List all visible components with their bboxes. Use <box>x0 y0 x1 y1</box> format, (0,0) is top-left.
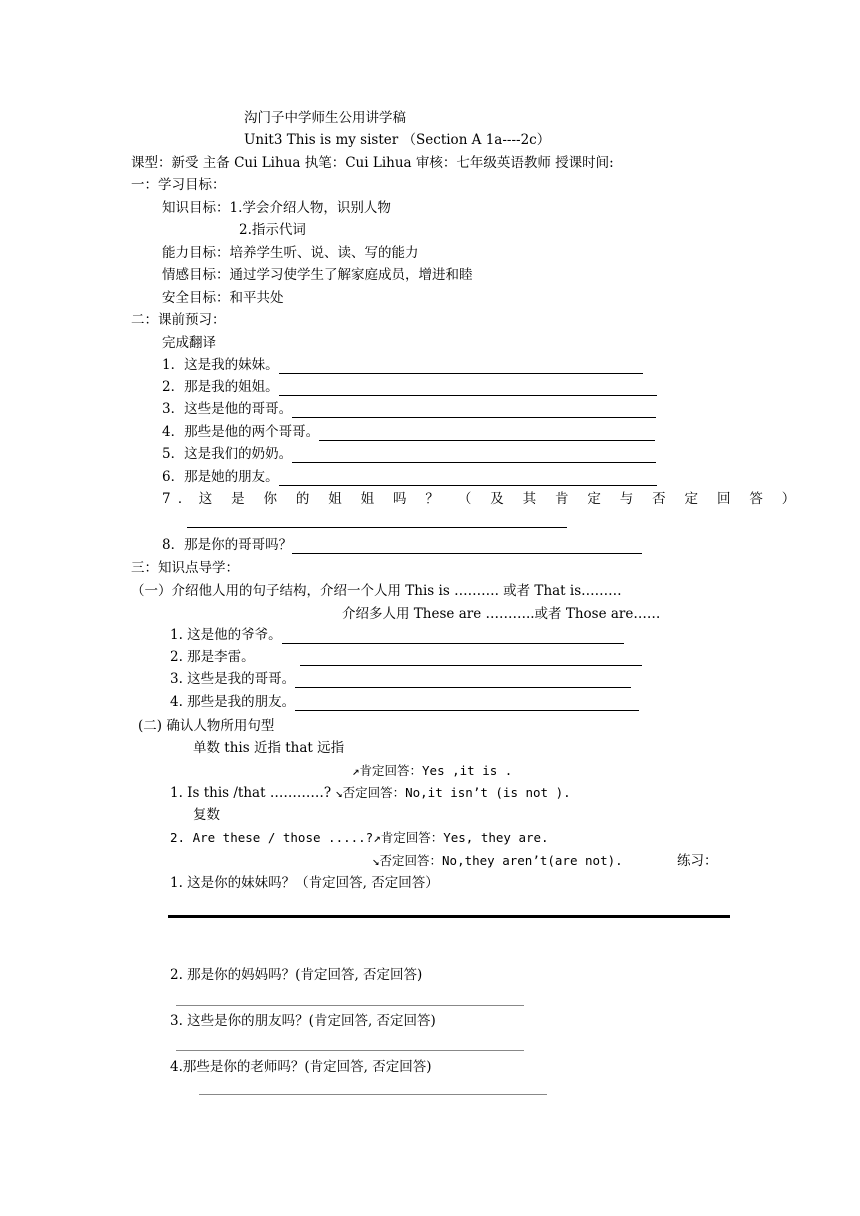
part2-title: (二) 确认人物所用句型 <box>138 718 275 734</box>
answer-blank[interactable] <box>187 527 567 528</box>
answer-blank[interactable] <box>292 403 656 418</box>
preview-item: 5．这是我们的奶奶。 <box>162 445 656 463</box>
q2-question: 2. Are these / those .....?↗肯定回答：Yes, they are. <box>170 830 549 845</box>
singular-note: 单数 this 近指 that 远指 <box>193 740 345 756</box>
answer-blank[interactable] <box>292 448 656 463</box>
objectives-heading: 一：学习目标： <box>131 177 226 193</box>
plural-note: 复数 <box>193 807 220 823</box>
exercise-item: 2. 那是你的妈妈吗？(肯定回答, 否定回答) <box>170 967 423 983</box>
guide-heading: 三：知识点导学： <box>131 560 239 576</box>
safety-objective: 安全目标：和平共处 <box>162 290 284 306</box>
knowledge-objective-2: 2.指示代词 <box>239 222 306 238</box>
preview-item: 1．这是我的妹妹。 <box>162 356 643 374</box>
lesson-meta: 课型：新受 主备 Cui Lihua 执笔：Cui Lihua 审核：七年级英语教师 授课时间: <box>131 155 614 171</box>
answer-line[interactable] <box>176 1005 524 1006</box>
answer-blank[interactable] <box>300 651 642 666</box>
answer-blank[interactable] <box>279 471 657 486</box>
preview-heading: 二：课前预习： <box>131 312 226 328</box>
part1-item: 4. 那些是我的朋友。 <box>170 693 639 711</box>
knowledge-objective-1: 知识目标：1.学会介绍人物，识别人物 <box>162 200 391 216</box>
part1-item: 3. 这些是我的哥哥。 <box>170 670 631 688</box>
part1-title: （一）介绍他人用的句子结构，介绍一个人用 This is ………. 或者 That is……… <box>131 583 622 599</box>
preview-item: 2．那是我的姐姐。 <box>162 378 657 396</box>
practice-label: 练习： <box>677 853 718 869</box>
exercise-item: 1. 这是你的妹妹吗？（肯定回答, 否定回答） <box>170 875 439 891</box>
preview-item: 4．那些是他的两个哥哥。 <box>162 423 655 441</box>
preview-item: 8．那是你的哥哥吗？ <box>162 536 642 554</box>
answer-blank[interactable] <box>279 381 657 396</box>
q2-negative: ↘否定回答：No,they aren’t(are not). <box>372 853 623 868</box>
answer-line[interactable] <box>168 915 730 918</box>
q1-affirmative: ↗肯定回答：Yes ,it is . <box>352 763 513 778</box>
preview-task: 完成翻译 <box>162 335 216 351</box>
part1-item: 1. 这是他的爷爷。 <box>170 626 624 644</box>
answer-blank[interactable] <box>319 426 655 441</box>
preview-item: 6．那是她的朋友。 <box>162 468 657 486</box>
answer-line[interactable] <box>176 1050 524 1051</box>
ability-objective: 能力目标：培养学生听、说、读、写的能力 <box>162 245 419 261</box>
answer-blank[interactable] <box>295 673 631 688</box>
school-title: 沟门子中学师生公用讲学稿 <box>244 110 406 126</box>
answer-blank[interactable] <box>282 629 624 644</box>
answer-blank[interactable] <box>295 696 639 711</box>
answer-blank[interactable] <box>279 359 643 374</box>
exercise-item: 4.那些是你的老师吗？(肯定回答, 否定回答) <box>170 1059 432 1075</box>
preview-item: 7．这 是 你 的 姐 姐 吗 ？ （ 及 其 肯 定 与 否 定 回 答 ） <box>162 491 803 507</box>
part1-item: 2. 那是李雷。 <box>170 648 642 666</box>
exercise-item: 3. 这些是你的朋友吗？(肯定回答, 否定回答) <box>170 1013 436 1029</box>
unit-title: Unit3 This is my sister （Section A 1a----2c） <box>244 132 551 148</box>
preview-item: 3．这些是他的哥哥。 <box>162 400 656 418</box>
answer-line[interactable] <box>199 1094 547 1095</box>
emotion-objective: 情感目标：通过学习使学生了解家庭成员，增进和睦 <box>162 267 473 283</box>
answer-blank[interactable] <box>292 539 642 554</box>
q1-question: 1. Is this /that …………? ↘否定回答：No,it isn’t (is not ). <box>170 785 571 801</box>
part1-plural: 介绍多人用 These are ………..或者 Those are…… <box>342 606 661 622</box>
